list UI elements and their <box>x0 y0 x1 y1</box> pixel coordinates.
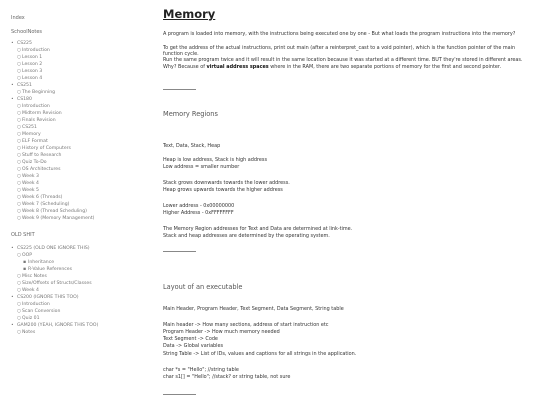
tree-bullet: • <box>11 323 14 328</box>
tree-bullet: ○ <box>17 216 22 221</box>
tree-bullet: ○ <box>17 139 22 144</box>
code-line: char s1[] = "Hello"; //stack? or string table, not sure <box>163 374 291 380</box>
sidebar-item[interactable]: OOP <box>22 253 33 258</box>
sidebar <box>0 0 150 405</box>
text-line: Heap is low address, Stack is high address <box>163 157 268 163</box>
sidebar-item[interactable]: CS225 (OLD ONE IGNORE THIS) <box>17 246 90 251</box>
site-link[interactable]: SchoolNotes <box>11 29 43 35</box>
tree-bullet: ○ <box>17 69 22 74</box>
divider <box>163 89 196 90</box>
text-line: Main header -> How many sections, address of start instruction etc <box>163 322 329 328</box>
tree-bullet: ○ <box>17 281 22 286</box>
tree-bullet: ○ <box>17 330 22 335</box>
old-shit-link[interactable]: OLD SHIT <box>11 232 35 238</box>
tree-bullet: ○ <box>17 132 22 137</box>
sidebar-item[interactable]: Week 4 <box>22 181 39 186</box>
sidebar-item[interactable]: Week 5 <box>22 188 39 193</box>
sidebar-item[interactable]: Week 8 (Thread Scheduling) <box>22 209 87 214</box>
sidebar-item[interactable]: Lesson 4 <box>22 76 43 81</box>
sidebar-item[interactable]: Week 9 (Memory Management) <box>22 216 95 221</box>
sidebar-item[interactable]: Week 7 (Scheduling) <box>22 202 70 207</box>
text-line: String Table -> List of IDs, values and captions for all strings in the application. <box>163 351 357 357</box>
sidebar-item[interactable]: Week 6 (Threads) <box>22 195 63 200</box>
address-text-b: Run the same program twice and it will result in the same location because it was started at a different time. BUT they're stored in different areas. Why? Because of <box>163 57 523 70</box>
sidebar-item[interactable]: Lesson 2 <box>22 62 43 67</box>
tree-bullet: ○ <box>17 104 22 109</box>
text-line: Data -> Global variables <box>163 343 224 349</box>
sidebar-item[interactable]: Quiz 01 <box>22 316 40 321</box>
sidebar-item[interactable]: Introduction <box>22 48 50 53</box>
divider <box>163 251 196 252</box>
sidebar-item-cs225[interactable]: CS225 <box>17 41 32 46</box>
tree-bullet: • <box>11 246 14 251</box>
page-title: Memory <box>163 7 216 21</box>
tree-bullet: • <box>11 41 14 46</box>
tree-bullet: ○ <box>17 118 22 123</box>
tree-bullet: ○ <box>17 125 22 130</box>
sidebar-item[interactable]: Lesson 1 <box>22 55 43 60</box>
tree-bullet: • <box>11 83 14 88</box>
text-line: Higher Address - 0xFFFFFFFF <box>163 210 234 216</box>
tree-bullet: ○ <box>17 195 22 200</box>
text-line: Text Segment -> Code <box>163 336 218 342</box>
sidebar-item[interactable]: Stuff to Research <box>22 153 62 158</box>
tree-bullet: ○ <box>17 302 22 307</box>
sidebar-item[interactable]: R-Value References <box>28 267 72 272</box>
tree-bullet: ○ <box>17 181 22 186</box>
tree-bullet: ○ <box>17 146 22 151</box>
tree-bullet: ○ <box>17 188 22 193</box>
sidebar-item[interactable]: OS Architectures <box>22 167 61 172</box>
text-line: The Memory Region addresses for Text and Data are determined at link-time. <box>163 226 353 232</box>
sidebar-item[interactable]: Memory <box>22 132 41 137</box>
tree-bullet: ○ <box>17 111 22 116</box>
address-text-a: To get the address of the actual instructions, print out main (after a reinterpret_cast to a void pointer), which is the function pointer of the main function cycle. <box>163 45 516 58</box>
tree-bullet: ▪ <box>23 267 27 272</box>
text-line: Low address = smaller number <box>163 164 240 170</box>
sidebar-item[interactable]: Week 4 <box>22 288 39 293</box>
sidebar-item[interactable]: Midterm Revision <box>22 111 62 116</box>
sidebar-item[interactable]: Quiz To-Do <box>22 160 47 165</box>
sidebar-item[interactable]: Notes <box>22 330 36 335</box>
sidebar-item-cs180[interactable]: CS180 <box>17 97 32 102</box>
tree-bullet: • <box>11 295 14 300</box>
tree-bullet: • <box>11 97 14 102</box>
sidebar-item[interactable]: Inheritance <box>28 260 55 265</box>
text-line: Heap grows upwards towards the higher address <box>163 187 283 193</box>
sidebar-item[interactable]: Week 3 <box>22 174 39 179</box>
text-line: Stack and heap addresses are determined by the operating system. <box>163 233 330 239</box>
sidebar-item[interactable]: Misc Notes <box>22 274 47 279</box>
tree-bullet: ○ <box>17 274 22 279</box>
text-line: Text, Data, Stack, Heap <box>163 143 221 149</box>
tree-bullet: ○ <box>17 62 22 67</box>
index-link[interactable]: Index <box>11 15 25 21</box>
code-line: char *s = "Hello"; //string table <box>163 367 239 373</box>
intro-paragraph: A program is loaded into memory, with the instructions being executed one by one - But what loads the program instructions into the memory? <box>163 31 516 37</box>
sidebar-item[interactable]: History of Computers <box>22 146 71 151</box>
sidebar-item[interactable]: CS200 (IGNORE THIS TOO) <box>17 295 79 300</box>
address-text-c: where in the RAM, there are two separate portions of memory for the first and second pointer. <box>270 63 502 70</box>
tree-bullet: ○ <box>17 153 22 158</box>
tree-bullet: ○ <box>17 209 22 214</box>
text-line: Stack grows downwards towards the lower address. <box>163 180 290 186</box>
sidebar-item[interactable]: Introduction <box>22 302 50 307</box>
divider <box>163 394 196 395</box>
sidebar-item[interactable]: Size/Offsets of Structs/Classes <box>22 281 92 286</box>
sidebar-item[interactable]: Scan Conversion <box>22 309 61 314</box>
virtual-address-spaces-text: virtual address spaces <box>206 63 269 70</box>
text-line: Program Header -> How much memory needed <box>163 329 280 335</box>
sidebar-item[interactable]: CS251 <box>22 125 37 130</box>
sidebar-item-cs251[interactable]: CS251 <box>17 83 32 88</box>
sidebar-item[interactable]: Finals Revision <box>22 118 56 123</box>
text-line: Lower address - 0x00000000 <box>163 203 235 209</box>
tree-bullet: ○ <box>17 288 22 293</box>
sidebar-item[interactable]: ELF Format <box>22 139 48 144</box>
tree-bullet: ○ <box>17 316 22 321</box>
address-paragraph <box>163 45 531 70</box>
tree-bullet: ▪ <box>23 260 27 265</box>
sidebar-item[interactable]: GAM200 (YEAH, IGNORE THIS TOO) <box>17 323 99 328</box>
main-content <box>163 0 533 405</box>
tree-bullet: ○ <box>17 90 22 95</box>
sidebar-item[interactable]: The Beginning <box>22 90 56 95</box>
tree-bullet: ○ <box>17 174 22 179</box>
sidebar-item[interactable]: Introduction <box>22 104 50 109</box>
text-line: Main Header, Program Header, Text Segment, Data Segment, String table <box>163 306 344 312</box>
tree-bullet: ○ <box>17 167 22 172</box>
memory-regions-heading: Memory Regions <box>163 110 218 118</box>
tree-bullet: ○ <box>17 55 22 60</box>
tree-bullet: ○ <box>17 48 22 53</box>
tree-bullet: ○ <box>17 253 22 258</box>
tree-bullet: ○ <box>17 202 22 207</box>
layout-heading: Layout of an executable <box>163 283 243 291</box>
tree-bullet: ○ <box>17 160 22 165</box>
sidebar-item[interactable]: Lesson 3 <box>22 69 43 74</box>
tree-bullet: ○ <box>17 76 22 81</box>
tree-bullet: ○ <box>17 309 22 314</box>
